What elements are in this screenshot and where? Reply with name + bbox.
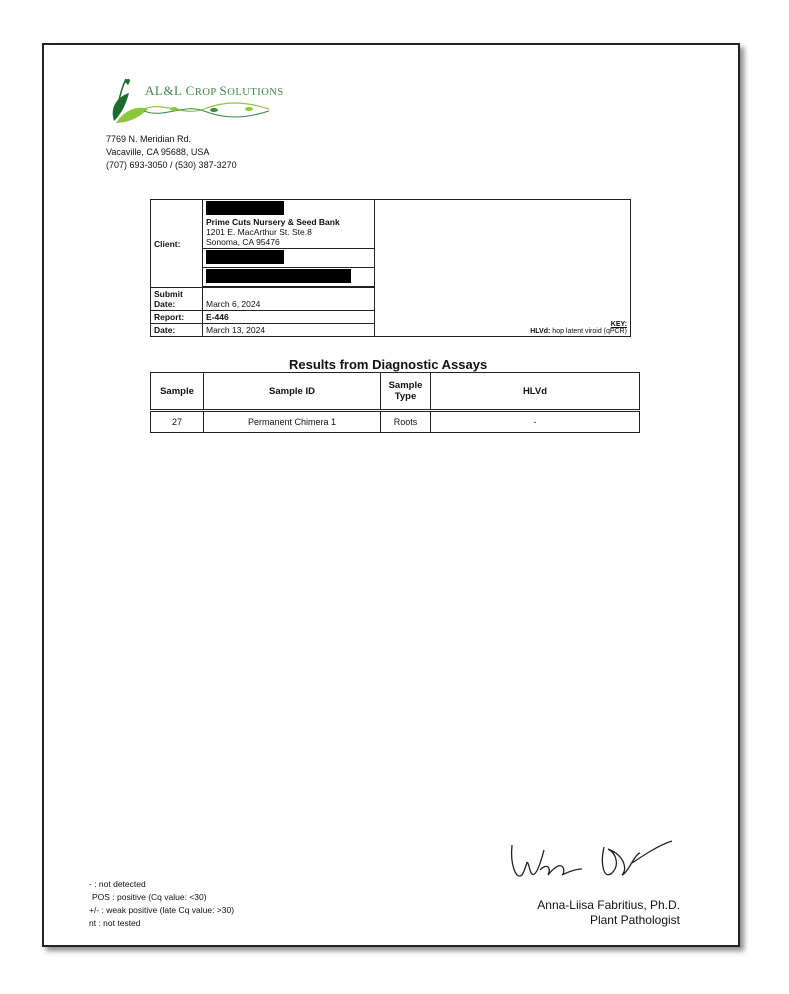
key-text: hop latent viroid (qPCR) [552, 328, 627, 335]
company-address [106, 133, 237, 172]
address-line: Vacaville, CA 95688, USA [106, 147, 210, 157]
address-line: 7769 N. Meridian Rd. [106, 134, 192, 144]
legend-item: POS : positive (Cq value: <30) [92, 892, 207, 902]
submit-date-value: March 6, 2024 [203, 288, 375, 311]
column-header: HLVd [431, 373, 640, 411]
column-header: Sample ID [204, 373, 381, 411]
client-label: Client: [151, 200, 203, 288]
hlvd-result: - [431, 411, 640, 433]
key-term: HLVd: [530, 328, 551, 335]
redacted-field [203, 268, 375, 287]
handwritten-signature [504, 825, 684, 900]
report-date-label: Date: [151, 324, 203, 337]
redaction-bar [206, 201, 284, 215]
phone-line: (707) 693-3050 / (530) 387-3270 [106, 160, 237, 170]
results-table [150, 372, 640, 433]
key-label: KEY: [610, 321, 627, 328]
logo-wordmark: AL&L CROP SOLUTIONS [145, 83, 284, 98]
client-street: 1201 E. MacArthur St. Ste.8 [206, 227, 312, 237]
sample-type: Roots [381, 411, 431, 433]
report-page [42, 43, 740, 947]
results-legend [89, 878, 234, 930]
company-logo [104, 71, 284, 131]
redaction-bar [206, 269, 351, 283]
column-header: Sample [151, 373, 204, 411]
report-label: Report: [151, 311, 203, 324]
column-header: Sample Type [381, 373, 431, 411]
redaction-bar [206, 250, 284, 264]
signer-name: Anna-Liisa Fabritius, Ph.D. [537, 898, 680, 912]
client-info-table [150, 199, 631, 337]
table-row [151, 411, 640, 433]
signer-title: Plant Pathologist [589, 913, 680, 927]
report-date-value: March 13, 2024 [203, 324, 375, 337]
client-name: Prime Cuts Nursery & Seed Bank [206, 217, 340, 227]
key-cell [375, 200, 631, 337]
report-id: E-446 [203, 311, 375, 324]
signature-icon [504, 825, 684, 895]
client-city: Sonoma, CA 95476 [206, 237, 280, 247]
signer-block [537, 898, 680, 928]
legend-item: - : not detected [89, 879, 146, 889]
results-title: Results from Diagnostic Assays [289, 357, 488, 372]
redacted-field [203, 249, 375, 268]
submit-date-label: Submit Date: [151, 288, 203, 311]
vine-decoration-icon [144, 99, 274, 129]
legend-item: nt : not tested [89, 918, 141, 928]
sample-number: 27 [151, 411, 204, 433]
legend-item: +/- : weak positive (late Cq value: >30) [89, 905, 235, 915]
client-details [203, 200, 375, 249]
sample-id: Permanent Chimera 1 [204, 411, 381, 433]
